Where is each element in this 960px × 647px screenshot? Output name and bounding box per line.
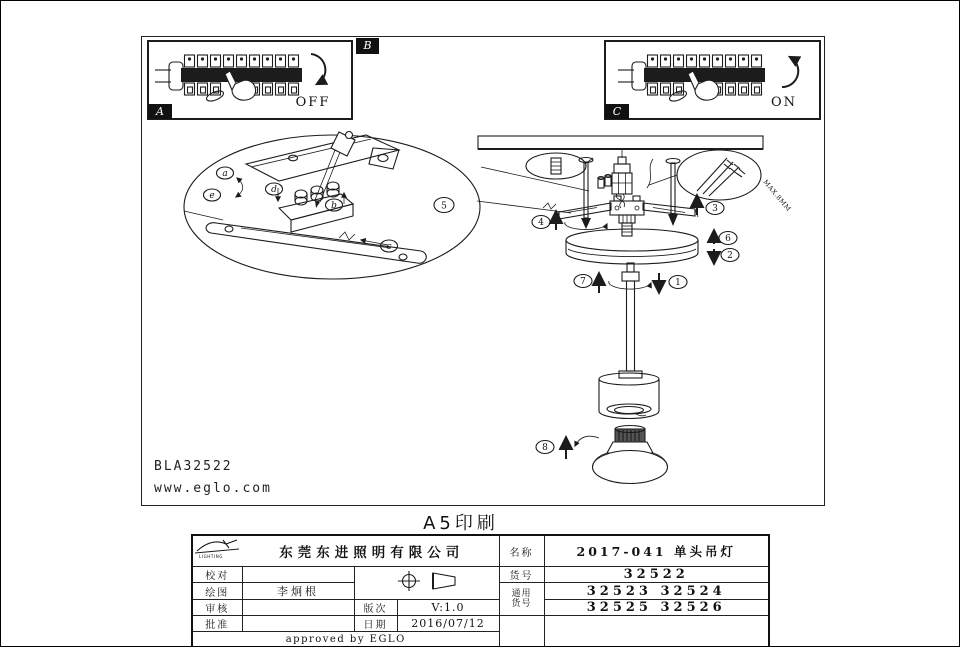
company-logo xyxy=(193,536,245,566)
step-4-marker xyxy=(532,212,556,230)
product-code: BLA32522 xyxy=(154,459,233,474)
on-label: ON xyxy=(770,95,798,110)
panel-b-tab: B xyxy=(356,38,379,54)
strip-length-note: MAX.8MM xyxy=(761,178,793,214)
svg-text:e: e xyxy=(209,191,215,201)
name-value: 2017-041 单头吊灯 xyxy=(544,535,769,567)
website: www.eglo.com xyxy=(154,481,272,496)
step-5-marker xyxy=(434,198,454,213)
title-block-row-company xyxy=(192,535,769,567)
svg-text:c: c xyxy=(386,242,392,252)
svg-text:b: b xyxy=(331,201,337,211)
svg-text:d: d xyxy=(271,185,277,195)
approved-note: approved by EGLO xyxy=(192,632,499,647)
breaker-on-illustration xyxy=(606,42,819,118)
detail-label-b xyxy=(326,199,343,211)
panel-a-power-off xyxy=(147,40,353,120)
title-block xyxy=(191,534,770,647)
bracket-detail-view xyxy=(184,132,480,280)
name-label: 名称 xyxy=(499,535,544,567)
item-value: 32522 xyxy=(544,567,769,583)
detail-label-e xyxy=(204,189,221,201)
approve-label: 批准 xyxy=(192,616,242,632)
proofread-label: 校对 xyxy=(192,567,242,583)
svg-text:4: 4 xyxy=(538,218,544,229)
detail-leader-1 xyxy=(481,167,589,191)
common-item-row2: 32525 32526 xyxy=(544,600,769,616)
rotate-off-arrow xyxy=(311,54,325,84)
light-bulb xyxy=(593,426,668,484)
svg-text:3: 3 xyxy=(712,204,718,215)
review-value xyxy=(242,600,354,616)
date-value: 2016/07/12 xyxy=(397,616,499,632)
svg-text:7: 7 xyxy=(580,277,586,288)
projection-symbol-cell xyxy=(354,567,499,600)
company-name: 东莞东进照明有限公司 xyxy=(279,545,465,561)
step-1-marker xyxy=(659,273,687,292)
item-label: 货号 xyxy=(499,567,544,583)
lamp-holder xyxy=(599,373,659,419)
common-item-row1: 32523 32524 xyxy=(544,583,769,600)
svg-text:LIGHTING: LIGHTING xyxy=(199,554,224,559)
approve-value xyxy=(242,616,354,632)
empty-cell-right xyxy=(544,616,769,647)
title-block-row-proofread xyxy=(192,567,769,583)
panel-a-tab: A xyxy=(148,104,172,119)
common-item-label: 通用 货号 xyxy=(499,583,544,616)
step-2-marker xyxy=(714,249,739,264)
svg-text:6: 6 xyxy=(725,234,731,245)
company-cell xyxy=(192,535,499,567)
step-markers xyxy=(532,196,739,459)
revision-value: V:1.0 xyxy=(397,600,499,616)
proofread-value xyxy=(242,567,354,583)
off-label: OFF xyxy=(295,95,331,110)
panel-c-tab: C xyxy=(605,104,629,119)
breaker-off-illustration xyxy=(149,42,351,118)
date-label: 日期 xyxy=(354,616,397,632)
title-block-row-approve xyxy=(192,616,769,632)
print-size-note: A5印刷 xyxy=(423,513,499,534)
svg-text:5: 5 xyxy=(441,201,447,212)
detail-label-d xyxy=(266,183,283,195)
review-label: 审核 xyxy=(192,600,242,616)
empty-cell-left xyxy=(499,616,544,647)
title-block-row-review xyxy=(192,600,769,616)
suspension-rod xyxy=(609,263,651,378)
step-8-marker xyxy=(536,436,599,459)
svg-text:a: a xyxy=(222,169,228,179)
anchor-detail-view xyxy=(526,153,593,179)
detail-leader-2 xyxy=(477,201,571,213)
panel-c-power-on xyxy=(604,40,821,120)
detail-label-a xyxy=(217,167,234,179)
projection-symbol xyxy=(379,569,475,593)
step-6-marker xyxy=(714,231,737,245)
ceiling xyxy=(478,136,763,149)
svg-text:2: 2 xyxy=(727,251,733,262)
terminal-block xyxy=(598,149,653,208)
rotate-on-arrow xyxy=(782,57,798,87)
draw-label: 绘图 xyxy=(192,583,242,600)
svg-text:1: 1 xyxy=(675,278,681,289)
draw-value: 李炯根 xyxy=(242,583,354,600)
step-7-marker xyxy=(574,274,599,293)
step-3-marker xyxy=(697,196,724,215)
revision-label: 版次 xyxy=(354,600,397,616)
svg-text:8: 8 xyxy=(542,443,548,454)
